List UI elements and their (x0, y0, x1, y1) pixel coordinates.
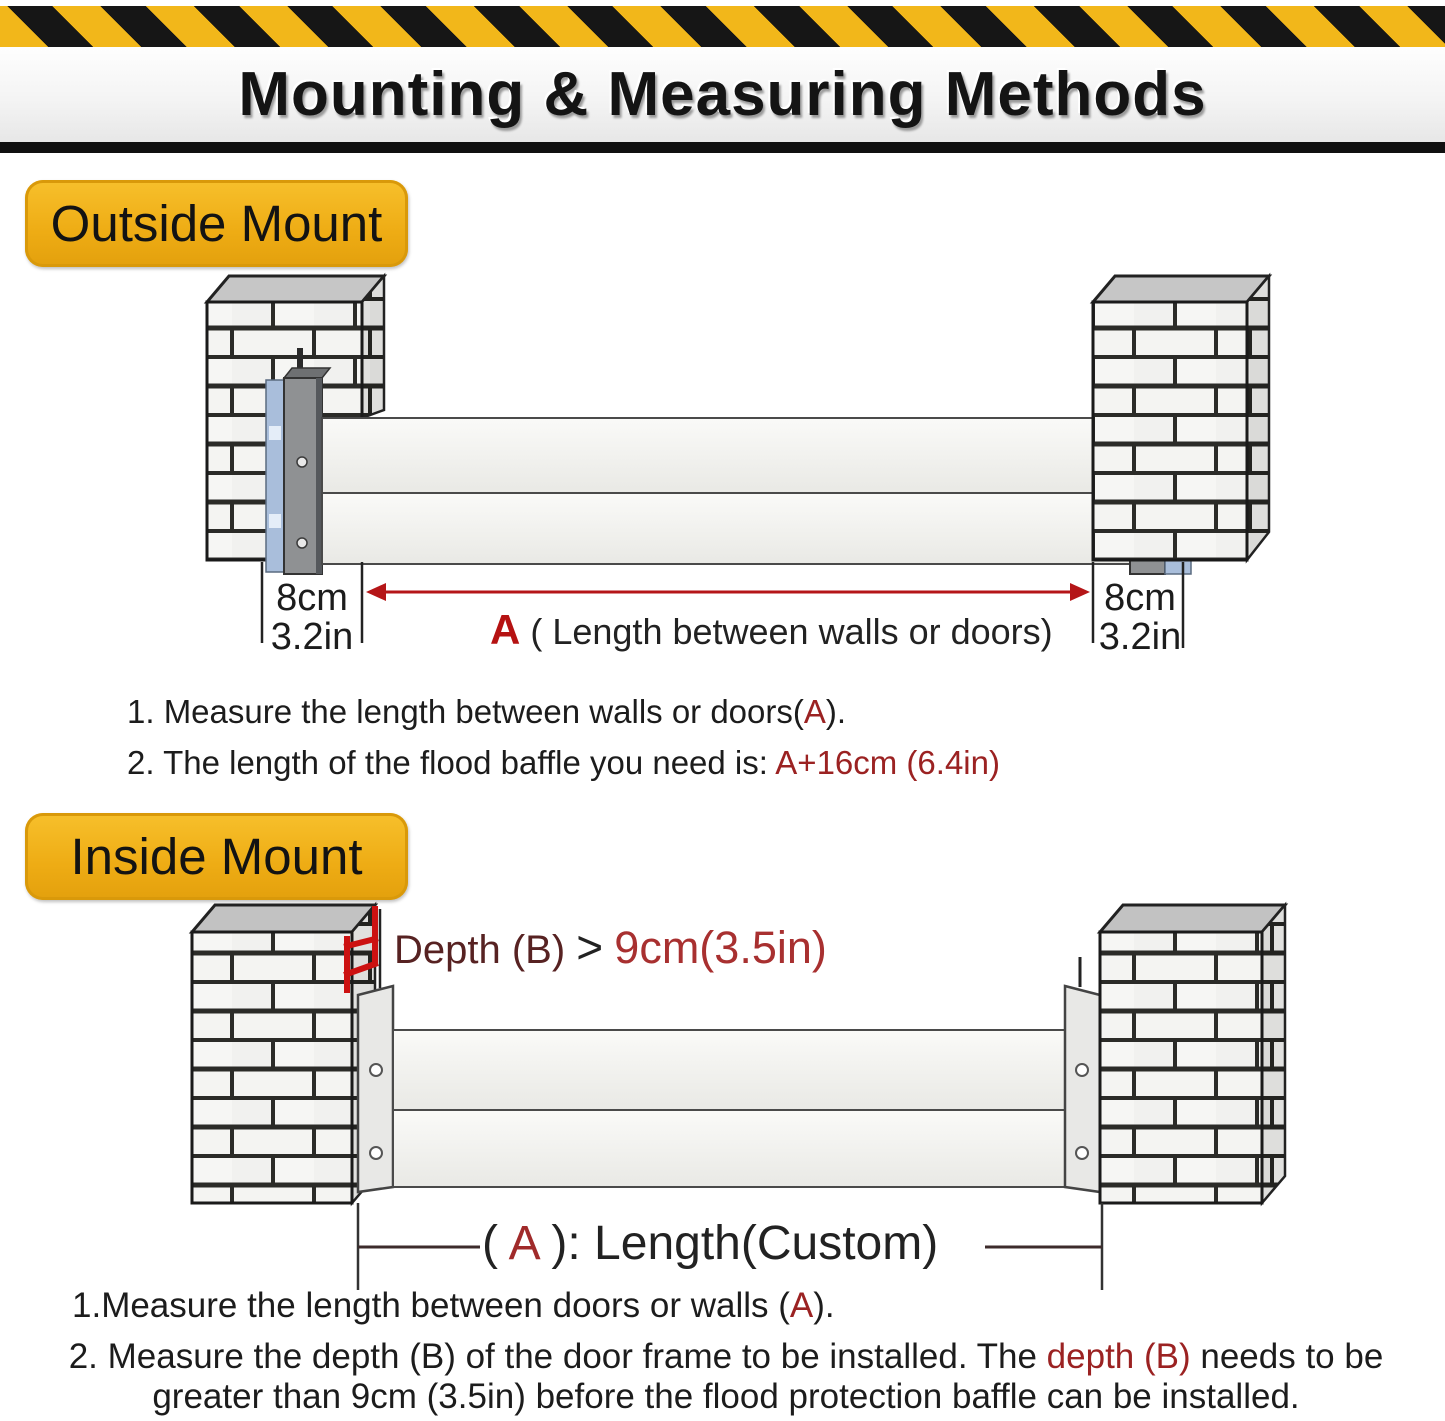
arrow-head-left (366, 583, 386, 601)
inside-step-1-em: A (789, 1286, 814, 1325)
inside-step-1 (72, 1286, 835, 1326)
header-divider-bar (0, 142, 1445, 153)
screw-hole (370, 1147, 382, 1159)
depth-label-value: 9cm(3.5in) (614, 922, 827, 973)
left-offset-cm: 8cm (276, 577, 348, 619)
rail-blue-strip (266, 380, 284, 572)
pillar-top-face (1100, 905, 1285, 932)
pillar-side-face (362, 276, 384, 418)
barrier-panel-bottom (322, 493, 1130, 564)
bracket-top-face (284, 368, 330, 378)
length-dimension-arrow (366, 583, 1090, 601)
depth-label-pre: Depth (B) (394, 928, 577, 972)
inside-step-2 (50, 1337, 1402, 1416)
greater-than-sign: > (576, 921, 604, 973)
span-length-label (490, 606, 1053, 653)
inside-flood-barrier (393, 1030, 1065, 1187)
outside-step-2-em: A+16cm (6.4in) (775, 744, 1000, 781)
inside-step-1-text: 1.Measure the length between doors or walls ( (72, 1286, 790, 1325)
pillar-front-face (1093, 302, 1247, 560)
inside-mount-badge (25, 813, 408, 900)
rail-slot-hole (269, 514, 281, 528)
inside-right-plate (1065, 957, 1100, 1192)
pillar-front-face (1100, 932, 1262, 1203)
outside-mount-badge-label: Outside Mount (50, 195, 383, 252)
inside-right-pillar (1100, 905, 1285, 1203)
screw-hole (1076, 1147, 1088, 1159)
length-label-rest: ): Length(Custom) (551, 1217, 939, 1270)
barrier-panel-top (393, 1030, 1065, 1110)
mounting-plate (1065, 986, 1100, 1192)
pillar-side-face (1262, 905, 1285, 1203)
inside-step-2-text: 2. Measure the depth (B) of the door frame to be installed. The (68, 1337, 1047, 1376)
inside-step-2-em: depth (B) (1046, 1337, 1191, 1376)
inside-step-2-post: needs to be greater than 9cm (3.5in) before the flood protection baffle can be installed. (152, 1337, 1384, 1416)
outside-step-2-text: 2. The length of the flood baffle you need is: (127, 744, 776, 781)
outside-mount-diagram (150, 270, 1300, 680)
hazard-tape-stripe (0, 6, 1445, 47)
depth-label (394, 921, 827, 973)
outside-step-1-post: ). (825, 693, 847, 730)
length-label-a: A (508, 1217, 539, 1270)
pillar-top-face (1093, 276, 1269, 302)
screw-hole (297, 538, 307, 548)
screw-hole (297, 457, 307, 467)
length-label (482, 1217, 938, 1270)
outside-flood-barrier (322, 418, 1130, 564)
arrow-head-right (1070, 583, 1090, 601)
right-offset-cm: 8cm (1104, 577, 1176, 619)
outside-step-1-em: A (803, 693, 826, 730)
pillar-top-face (207, 276, 384, 302)
right-offset-in: 3.2in (1098, 616, 1182, 658)
span-length-rest: ( Length between walls or doors) (530, 611, 1053, 652)
length-label-open: ( (482, 1217, 498, 1270)
header-band (0, 47, 1445, 142)
page-title: Mounting & Measuring Methods (238, 60, 1207, 129)
barrier-panel-bottom (393, 1110, 1065, 1187)
outside-step-1 (127, 693, 846, 731)
rail-slot-hole (269, 426, 281, 440)
inside-left-plate (358, 986, 393, 1192)
left-offset-in: 3.2in (270, 616, 354, 658)
inside-step-1-post: ). (813, 1286, 835, 1325)
outside-mount-badge (25, 180, 408, 267)
pillar-top-face (192, 905, 375, 932)
screw-hole (1076, 1064, 1088, 1076)
barrier-panel-top (322, 418, 1130, 493)
outside-left-rail (266, 348, 330, 574)
outside-right-pillar (1093, 276, 1269, 560)
mounting-plate (358, 986, 393, 1192)
outside-step-1-text: 1. Measure the length between walls or doors( (127, 693, 804, 730)
span-length-a: A (490, 606, 521, 653)
inside-mount-badge-label: Inside Mount (70, 828, 363, 885)
pillar-side-face (1247, 276, 1269, 560)
pillar-front-face (192, 932, 352, 1203)
outside-step-2 (127, 744, 1000, 782)
screw-hole (370, 1064, 382, 1076)
inside-mount-diagram (150, 895, 1445, 1300)
